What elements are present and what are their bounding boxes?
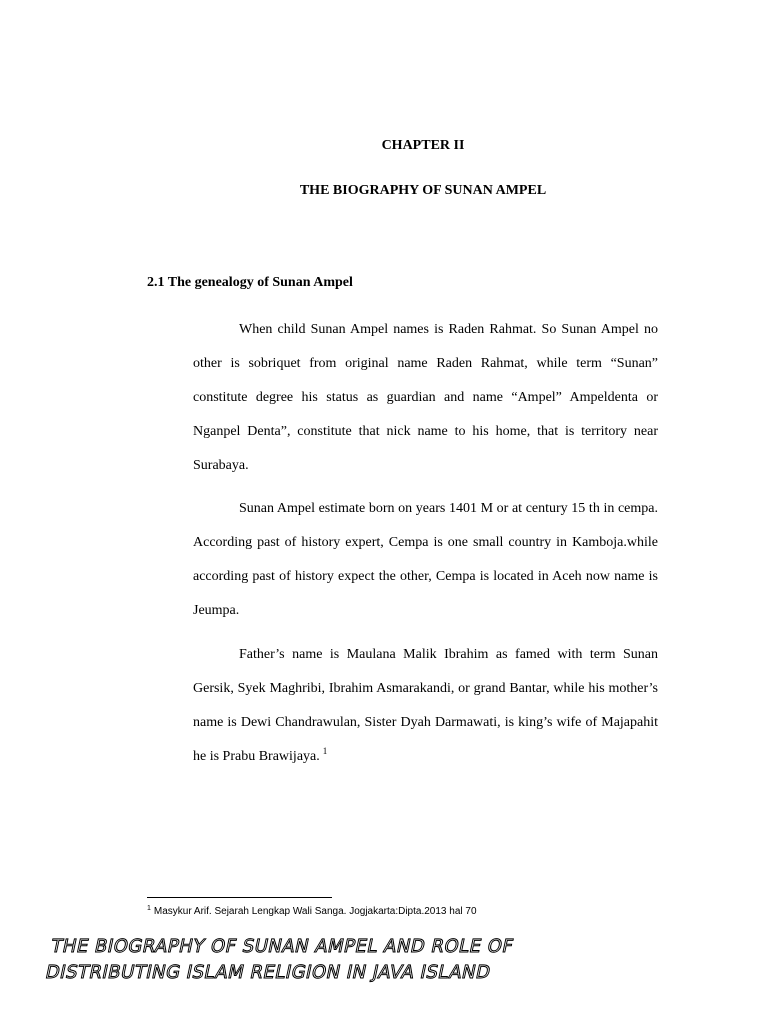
body-paragraph [193,638,658,774]
title-overlay-line-2: DISTRIBUTING ISLAM RELIGION IN JAVA ISLAND [43,962,493,983]
footnote-text: Masykur Arif. Sejarah Lengkap Wali Sanga. Jogjakarta:Dipta.2013 hal 70 [153,906,477,917]
footnote-number: 1 [147,904,151,912]
body-paragraph: Sunan Ampel estimate born on years 1401 M or at century 15 th in cempa. According past of history expert, Cempa is one small country in Kamboja.while according past of history expect the other, Cempa is located in Aceh now name is Jeumpa. [193,501,658,618]
footnote-divider [147,897,332,898]
chapter-title: THE BIOGRAPHY OF SUNAN AMPEL [299,183,547,198]
footnote [147,906,477,917]
section-heading: 2.1 The genealogy of Sunan Ampel [147,275,353,290]
body-paragraph-text: Father’s name is Maulana Malik Ibrahim as famed with term Sunan Gersik, Syek Maghribi, Ibrahim Asmarakandi, or grand Bantar, while his mother’s name is Dewi Chandrawulan, Sister Dyah Darmawati, is king’s wife of Majapahit he is Prabu Brawijaya. [193,647,658,764]
body-paragraph: When child Sunan Ampel names is Raden Rahmat. So Sunan Ampel no other is sobriquet from original name Raden Rahmat, while term “Sunan” constitute degree his status as guardian and name “Ampel” Ampeldenta or Nganpel Denta”, constitute that nick name to his home, that is territory near Surabaya. [193,322,658,473]
title-overlay [43,934,694,986]
chapter-label: CHAPTER II [381,138,465,153]
footnote-reference[interactable]: 1 [322,746,328,757]
title-overlay-line-1: THE BIOGRAPHY OF SUNAN AMPEL AND ROLE OF [49,936,516,957]
